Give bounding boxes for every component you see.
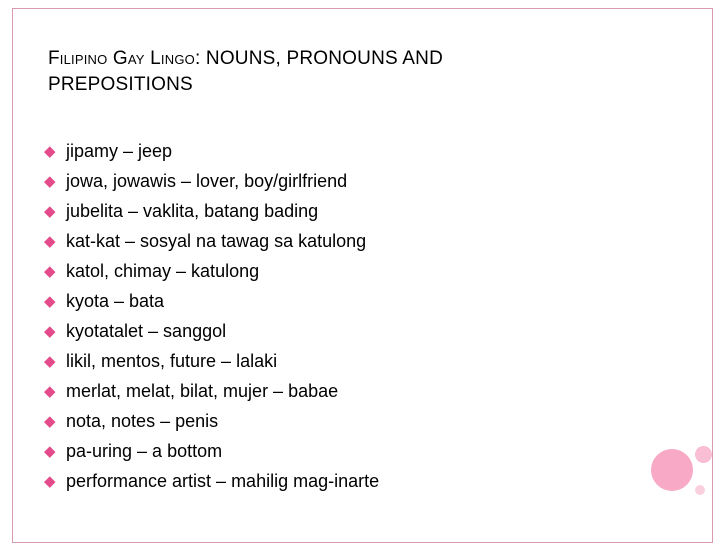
bullet-item: [44, 256, 379, 286]
bullet-text: jubelita – vaklita, batang bading: [66, 201, 319, 221]
bullet-text: kyota – bata: [66, 291, 165, 311]
bullet-icon: ◆: [44, 292, 56, 310]
bullet-icon: ◆: [44, 262, 56, 280]
bullet-text: jowa, jowawis – lover, boy/girlfriend: [66, 171, 348, 191]
bullet-item: [44, 136, 379, 166]
bullet-item: [44, 286, 379, 316]
bullet-item: [44, 346, 379, 376]
bullet-text: likil, mentos, future – lalaki: [66, 351, 278, 371]
bullet-item: [44, 196, 379, 226]
bullet-icon: ◆: [44, 352, 56, 370]
bullet-text: performance artist – mahilig mag-inarte: [66, 471, 380, 491]
bullet-item: [44, 226, 379, 256]
bullet-text: merlat, melat, bilat, mujer – babae: [66, 381, 339, 401]
bullet-icon: ◆: [44, 142, 56, 160]
bullet-icon: ◆: [44, 442, 56, 460]
decorative-circle-large: [651, 449, 693, 491]
decorative-circle-tiny: [695, 485, 705, 495]
title-line2: PREPOSITIONS: [48, 74, 193, 95]
bullet-text: pa-uring – a bottom: [66, 441, 223, 461]
bullet-icon: ◆: [44, 172, 56, 190]
bullet-icon: ◆: [44, 232, 56, 250]
bullet-icon: ◆: [44, 472, 56, 490]
bullet-list: [44, 136, 379, 496]
bullet-item: [44, 316, 379, 346]
title-rest: : NOUNS, PRONOUNS AND: [194, 48, 444, 69]
slide-title: [48, 46, 608, 98]
bullet-text: katol, chimay – katulong: [66, 261, 260, 281]
bullet-text: kyotatalet – sanggol: [66, 321, 227, 341]
decorative-circle-small: [695, 446, 712, 463]
bullet-icon: ◆: [44, 202, 56, 220]
bullet-item: [44, 436, 379, 466]
bullet-item: [44, 376, 379, 406]
bullet-item: [44, 466, 379, 496]
bullet-item: [44, 406, 379, 436]
bullet-icon: ◆: [44, 412, 56, 430]
bullet-text: kat-kat – sosyal na tawag sa katulong: [66, 231, 367, 251]
bullet-icon: ◆: [44, 322, 56, 340]
bullet-text: nota, notes – penis: [66, 411, 219, 431]
bullet-text: jipamy – jeep: [66, 141, 173, 161]
bullet-icon: ◆: [44, 382, 56, 400]
title-small-caps: Filipino Gay Lingo: [48, 48, 195, 69]
bullet-item: [44, 166, 379, 196]
